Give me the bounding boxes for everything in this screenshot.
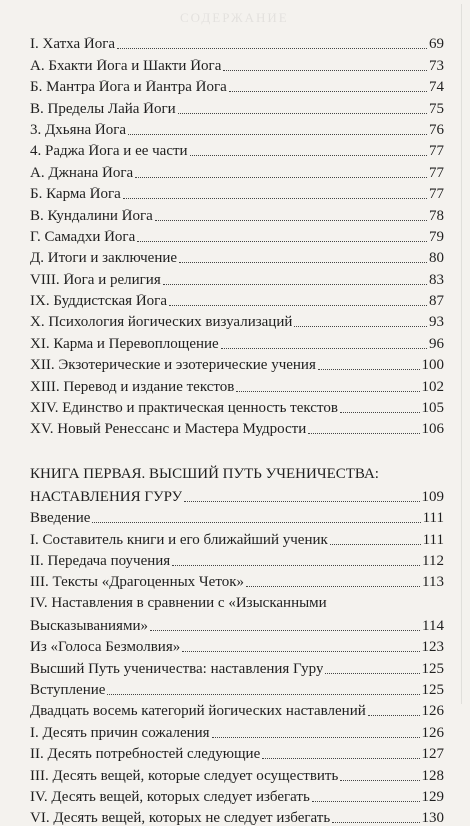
dot-leader [128,134,427,135]
toc-entry[interactable] [30,181,444,202]
toc-entry-title: II. Передача поучения [30,553,171,569]
toc-entry-page: 96 [429,335,444,352]
dot-leader [184,501,419,502]
toc-entry-page: 114 [422,617,444,634]
toc-entry-title: 4. Раджа Йога и ее части [30,144,188,160]
toc-entry-title: Г. Самадхи Йога [30,229,136,245]
toc-entry[interactable] [30,762,444,783]
toc-entry-page: 128 [421,767,444,784]
toc-entry-title: XV. Новый Ренессанс и Мастера Мудрости [30,422,307,438]
toc-entry[interactable] [30,655,444,676]
toc-entry-title: В. Пределы Лайа Йоги [30,101,176,117]
toc-entry[interactable] [30,719,444,740]
toc-entry-page: 130 [421,810,444,826]
toc-entry-page: 77 [429,186,444,203]
toc-entry-title: 3. Дхьяна Йога [30,122,127,138]
toc-entry[interactable] [30,784,444,805]
toc-entry-title: А. Джнана Йога [30,165,134,181]
toc-entry-title: XII. Экзотерические и эзотерические учения [30,358,316,374]
toc-entry-title: XIII. Перевод и издание текстов [30,379,235,395]
toc-entry-title: X. Психология йогических визуализаций [30,315,293,331]
toc-entry[interactable] [30,31,444,52]
toc-entry-page: 113 [422,574,444,591]
toc-entry-page: 106 [421,421,444,438]
toc-entry[interactable] [30,505,444,526]
toc-entry-page: 93 [429,314,444,331]
toc-entry-page: 74 [429,79,444,96]
book-heading-line1: КНИГА ПЕРВАЯ. ВЫСШИЙ ПУТЬ УЧЕНИЧЕСТВА: [30,466,379,483]
toc-entry-title: II. Десять потребностей следующие [30,747,261,763]
dot-leader [163,284,427,285]
toc-entry[interactable] [30,309,444,330]
toc-entry-title: VI. Десять вещей, которых не следует избегать [30,811,331,826]
dot-leader [92,522,420,523]
dot-leader [137,241,427,242]
toc-entry-page: 76 [429,121,444,138]
toc-entry-title: В. Кундалини Йога [30,208,153,224]
dot-leader [212,737,420,738]
toc-entry-book-heading[interactable] [30,483,444,504]
toc-entry[interactable] [30,288,444,309]
toc-entry-page: 111 [422,531,444,548]
toc-entry-title: Б. Карма Йога [30,187,121,203]
toc-entry[interactable] [30,202,444,223]
toc-entry-page: 126 [421,703,444,720]
toc-entry-page: 102 [421,378,444,395]
toc-entry-page: 73 [429,57,444,74]
toc-entry-page: 87 [429,293,444,310]
toc-entry[interactable] [30,805,444,826]
toc-section-b-pre [30,505,444,591]
toc-entry-page: 77 [429,143,444,160]
dot-leader [246,586,420,587]
toc-entry-page: 80 [429,250,444,267]
toc-entry-page: 123 [421,639,444,656]
dot-leader [262,758,419,759]
toc-entry-page: 109 [421,488,444,505]
dot-leader [318,369,420,370]
toc-entry-page: 129 [421,788,444,805]
dot-leader [179,262,427,263]
dot-leader [155,220,427,221]
dot-leader [340,412,420,413]
dot-leader [107,694,419,695]
dot-leader [236,391,419,392]
toc-entry[interactable] [30,224,444,245]
toc-entry[interactable] [30,352,444,373]
table-of-contents [30,31,444,826]
page-edge-line [461,4,462,704]
toc-section-a [30,31,444,437]
toc-entry[interactable] [30,74,444,95]
toc-entry[interactable] [30,52,444,73]
dot-leader [178,113,427,114]
toc-entry-title: IX. Буддистская Йога [30,294,167,310]
toc-entry-page: 83 [429,271,444,288]
toc-entry-page: 100 [421,357,444,374]
toc-entry-title: VIII. Йога и религия [30,272,161,288]
toc-entry[interactable] [30,569,444,590]
toc-entry[interactable] [30,117,444,138]
toc-entry-title: Из «Голоса Безмолвия» [30,640,181,656]
toc-entry[interactable] [30,416,444,437]
toc-entry-title: А. Бхакти Йога и Шакти Йога [30,58,222,74]
dot-leader [123,198,427,199]
dot-leader [332,822,419,823]
dot-leader [172,565,420,566]
toc-entry-title: Д. Итоги и заключение [30,251,178,267]
dot-leader [182,651,419,652]
toc-entry-page: 112 [422,552,444,569]
toc-entry-iv[interactable] [30,612,444,633]
bleed-through-text: СОДЕРЖАНИЕ [180,10,289,25]
toc-entry[interactable] [30,698,444,719]
toc-entry[interactable] [30,95,444,116]
dot-leader [330,544,421,545]
toc-entry-title: XIV. Единство и практическая ценность текстов [30,401,338,417]
toc-entry-page: 79 [429,228,444,245]
toc-entry-page: 126 [421,724,444,741]
toc-entry-title: I. Десять причин сожаления [30,725,210,741]
toc-entry[interactable] [30,138,444,159]
dot-leader [229,91,427,92]
toc-entry[interactable] [30,548,444,569]
toc-entry-page: 69 [429,36,444,53]
toc-entry-title: III. Тексты «Драгоценных Четок» [30,575,244,591]
dot-leader [368,715,420,716]
dot-leader [169,305,427,306]
toc-entry[interactable] [30,526,444,547]
dot-leader [325,673,419,674]
toc-entry[interactable] [30,159,444,180]
toc-entry-title: Вступление [30,682,106,698]
toc-entry-page: 105 [421,400,444,417]
toc-entry-title: Б. Мантра Йога и Йантра Йога [30,80,227,96]
dot-leader [150,630,420,631]
toc-entry-title: Высказываниями» [30,618,148,634]
toc-entry-iv-line1: IV. Наставления в сравнении с «Изысканными [30,595,327,612]
dot-leader [190,155,427,156]
toc-entry[interactable] [30,245,444,266]
toc-entry[interactable] [30,373,444,394]
dot-leader [221,348,427,349]
toc-entry-page: 77 [429,164,444,181]
dot-leader [294,326,427,327]
dot-leader [312,801,420,802]
toc-entry-page: 78 [429,207,444,224]
toc-entry[interactable] [30,330,444,351]
toc-entry-title: I. Составитель книги и его ближайший ученик [30,532,328,548]
dot-leader [223,70,427,71]
dot-leader [117,48,427,49]
dot-leader [135,177,427,178]
toc-entry[interactable] [30,266,444,287]
toc-entry-page: 125 [421,660,444,677]
toc-entry-title: НАСТАВЛЕНИЯ ГУРУ [30,489,183,505]
toc-entry-title: I. Хатха Йога [30,37,116,53]
toc-entry-page: 75 [429,100,444,117]
dot-leader [340,780,419,781]
toc-entry-title: Высший Путь ученичества: наставления Гуру [30,661,324,677]
toc-entry-title: Двадцать восемь категорий йогических наставлений [30,704,366,720]
dot-leader [308,433,419,434]
toc-section-b-post [30,634,444,826]
toc-entry-page: 111 [422,510,444,527]
toc-entry-page: 127 [421,746,444,763]
toc-entry-title: IV. Десять вещей, которых следует избегать [30,789,310,805]
toc-entry-title: III. Десять вещей, которые следует осуществить [30,768,339,784]
toc-entry[interactable] [30,395,444,416]
toc-entry-title: XI. Карма и Перевоплощение [30,336,219,352]
toc-entry[interactable] [30,634,444,655]
section-gap [30,437,444,461]
toc-entry-page: 125 [421,681,444,698]
toc-entry[interactable] [30,677,444,698]
toc-entry[interactable] [30,741,444,762]
toc-entry-title: Введение [30,511,91,527]
